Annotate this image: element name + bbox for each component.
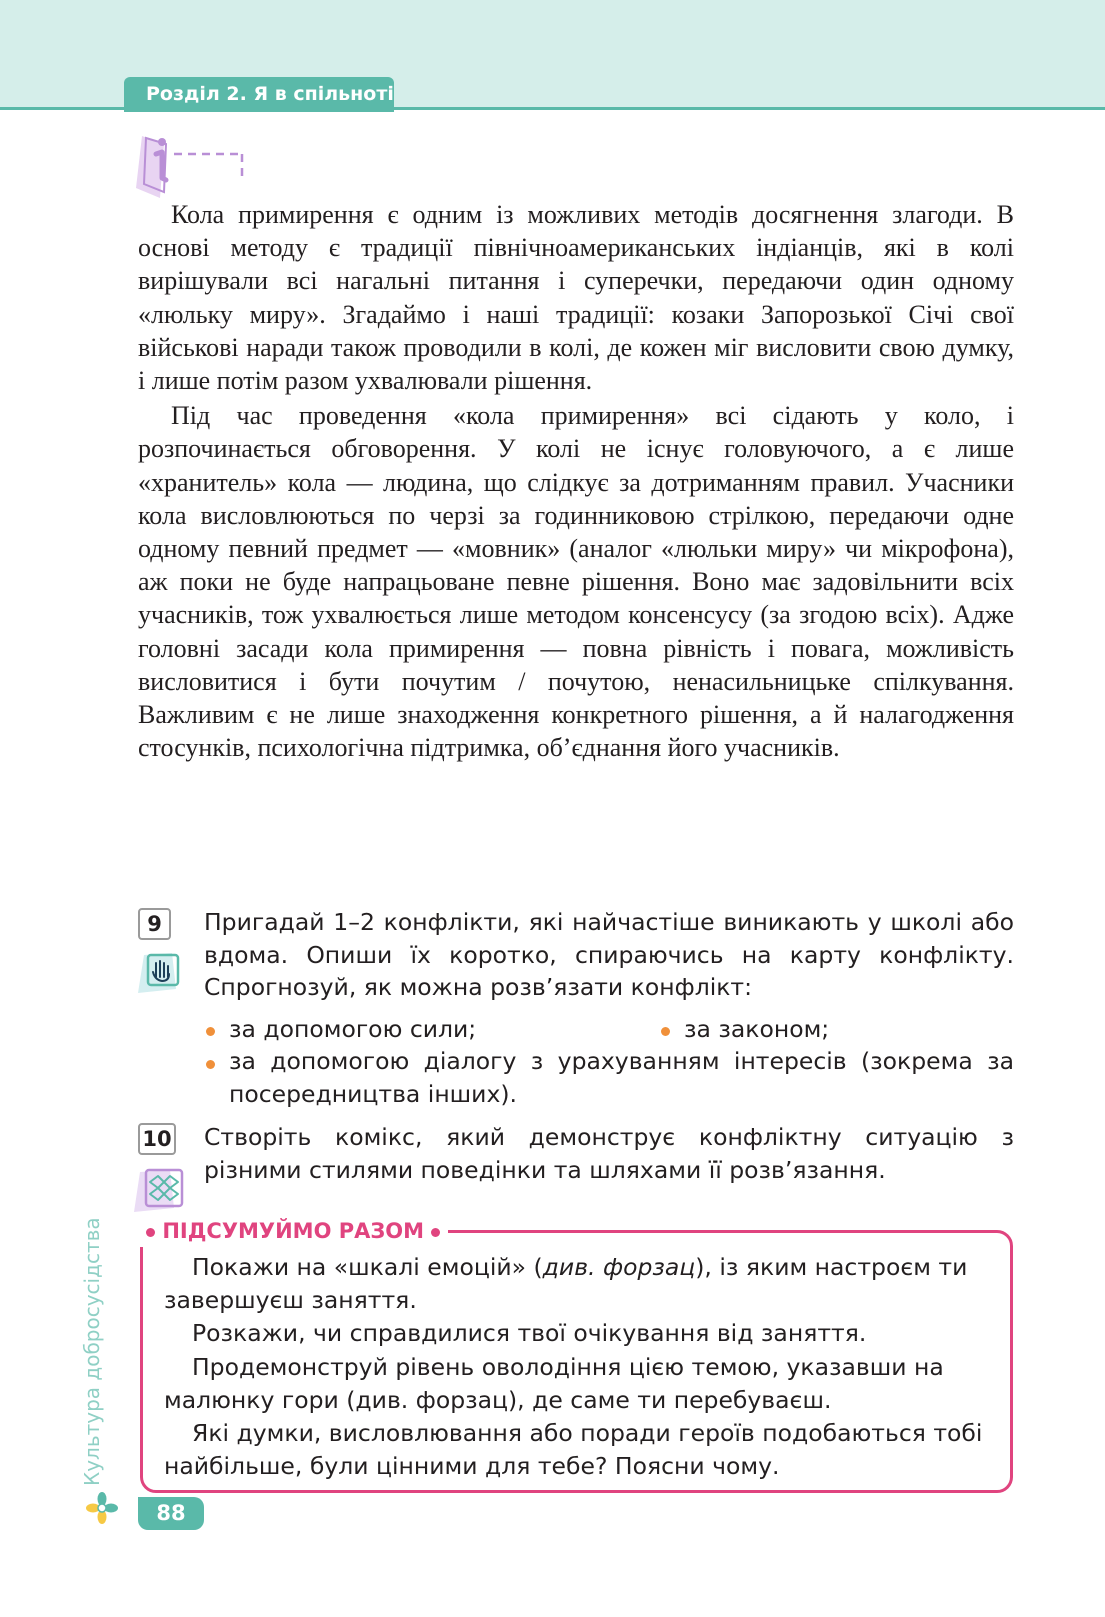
flower-icon [86,1492,118,1524]
section-label: Розділ 2. Я в спільноті [124,77,394,112]
summary-dot-right [431,1228,440,1237]
task-10-text: Створіть комікс, який демонструє конфліктну ситуацію з різними стилями поведінки та шляхами її розв’язання. [204,1123,1014,1184]
summary-paragraph-4: Які думки, висловлювання або поради героїв подобаються тобі найбільше, були цінними для тебе? Поясни чому. [164,1419,983,1481]
summary-paragraph-3: Продемонструй рівень оволодіння цією темою, указавши на малюнку гори (див. форзац), де саме ти перебуваєш. [164,1352,944,1414]
info-paragraph-2: Під час проведення «кола примирення» всі сідають у коло, і розпочинається обговорення. У колі не існує головуючого, а є лише «хранитель» кола — людина, що слідкує за дотриманням правил. Учасники кола висловлюються по черзі за годинниковою стрілкою, передаючи одне одному певний предмет — «мовник» (аналог «люльки миру» чи мікрофона), аж поки не буде напрацьоване певне рішення. Воно має задовільнити всіх учасників, тож ухвалюється лише методом консенсусу (за згодою всіх). Адже головні засади кола примирення — повна рівність і повага, можливість висловитися і бути почутим / почутою, ненасильницьке спілкування. Важливим є не лише знаходження конкретного рішення, а й налагодження стосунків, психологічна підтримка, об’єднання його учасників. [138,401,1014,763]
hand-icon [136,947,186,997]
bullet-dialogue: за допомогою діалогу з урахуванням інтересів (зокрема за посередництва інших). [229,1047,1014,1108]
task-9-number: 9 [138,908,171,940]
summary-title: ПІДСУМУЙМО РАЗОМ [138,1215,448,1247]
bullet-force: за допомогою сили; [229,1015,477,1043]
info-icon [134,130,254,200]
page-number: 88 [138,1497,204,1530]
summary-paragraph-2: Розкажи, чи справдилися твої очікування від заняття. [192,1319,867,1348]
task-9-text: Пригадай 1–2 конфлікти, які найчастіше виникають у школі або вдома. Опиши їх коротко, спираючись на карту конфлікту. Спрогнозуй, як можна розв’язати конфлікт: [204,908,1014,1001]
summary-dot-left [146,1228,155,1237]
bullet-dot [206,1027,215,1036]
summary-text [164,1251,996,1483]
bullet-law: за законом; [684,1015,830,1043]
summary-paragraph-1: Покажи на «шкалі емоцій» (див. форзац), із яким настроєм ти завершуєш заняття. [164,1253,968,1315]
bullet-dot [206,1060,215,1069]
side-label: Культура добросусідства [80,1217,104,1486]
teamwork-hands-icon [132,1162,188,1216]
task-10-number: 10 [138,1123,176,1155]
info-paragraph-1: Кола примирення є одним із можливих методів досягнення злагоди. В основі методу є традиції північноамериканських індіанців, які в колі вирішували всі нагальні питання і суперечки, передаючи один одному «люльку миру». Згадаймо і наші традиції: козаки Запорозької Січі свої військові наради також проводили в колі, де кожен міг висловити свою думку, і лише потім разом ухвалювали рішення. [138,200,1014,396]
bullet-dot [661,1027,670,1036]
info-text [138,198,1014,764]
